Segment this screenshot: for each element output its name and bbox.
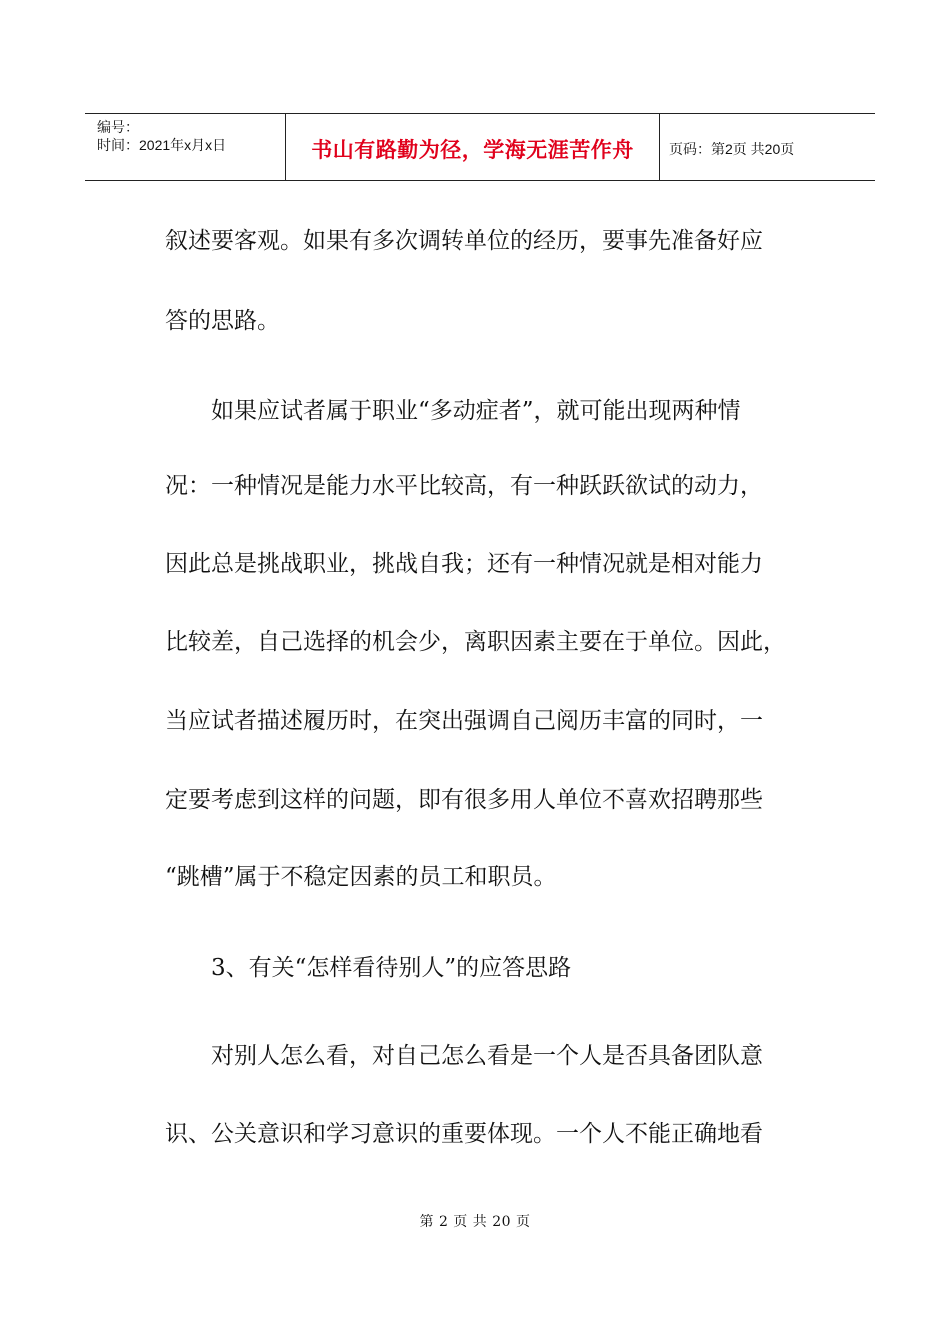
serial-number-label: 编号： <box>97 119 139 135</box>
header-page-info: 页码：第2页 共20页 <box>669 140 795 157</box>
body-line: 比较差，自己选择的机会少，离职因素主要在于单位。因此， <box>165 629 786 655</box>
header-page-info-cell <box>660 114 875 180</box>
document-header <box>85 113 875 181</box>
body-line: 答的思路。 <box>165 308 280 334</box>
body-line: “跳槽”属于不稳定因素的员工和职员。 <box>165 864 557 890</box>
page-footer: 第 2 页 共 20 页 <box>419 1214 531 1230</box>
header-meta <box>85 114 286 180</box>
body-line: 对别人怎么看，对自己怎么看是一个人是否具备团队意 <box>165 1043 763 1069</box>
body-line: 如果应试者属于职业“多动症者”，就可能出现两种情 <box>165 398 741 424</box>
body-line: 叙述要客观。如果有多次调转单位的经历，要事先准备好应 <box>165 228 763 254</box>
body-line: 因此总是挑战职业，挑战自我；还有一种情况就是相对能力 <box>165 551 763 577</box>
header-motto: 书山有路勤为径，学海无涯苦作舟 <box>311 138 634 162</box>
date-label: 时间：2021年x月x日 <box>97 137 227 153</box>
body-line: 当应试者描述履历时，在突出强调自己阅历丰富的同时，一 <box>165 708 763 734</box>
section-heading: 3、有关“怎样看待别人”的应答思路 <box>165 955 572 981</box>
body-line: 定要考虑到这样的问题，即有很多用人单位不喜欢招聘那些 <box>165 787 763 813</box>
body-line: 识、公关意识和学习意识的重要体现。一个人不能正确地看 <box>165 1121 763 1147</box>
header-motto-cell <box>286 114 660 180</box>
body-line: 况：一种情况是能力水平比较高，有一种跃跃欲试的动力， <box>165 473 763 499</box>
